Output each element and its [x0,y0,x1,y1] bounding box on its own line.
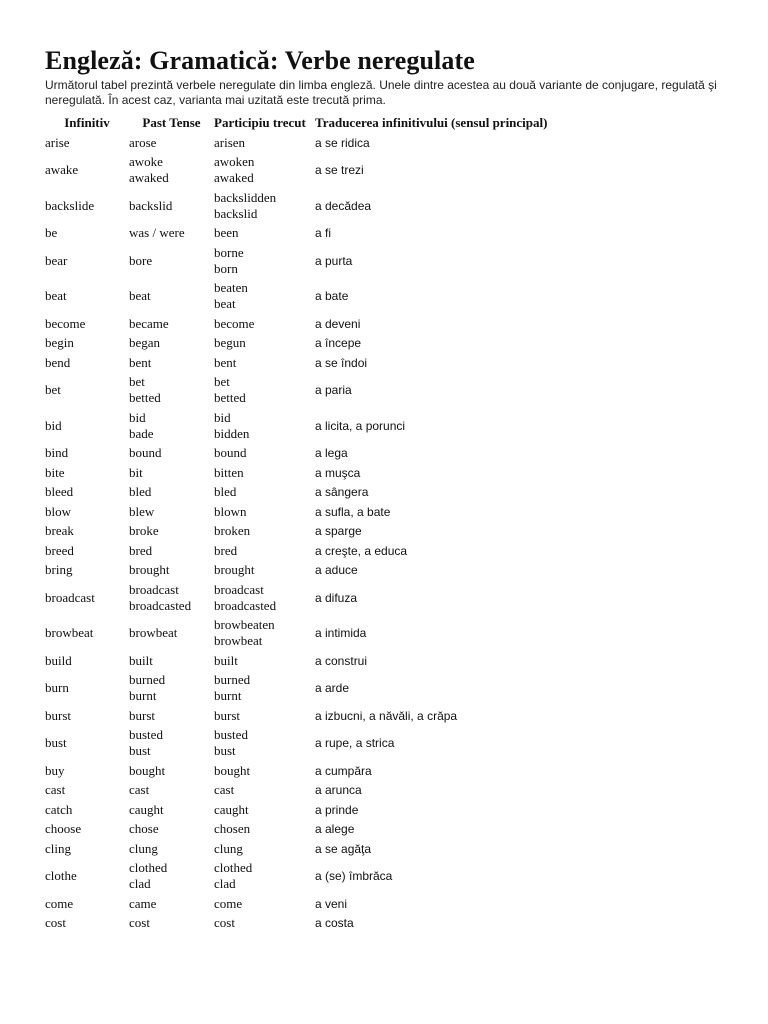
cell-traducerea: a purta [315,253,353,268]
cell-past-tense [129,761,214,781]
cell-traducerea: a licita, a porunci [315,418,406,433]
cell-infinitiv: bind [45,445,69,461]
table-row [45,408,547,444]
cell-infinitiv: blow [45,503,71,519]
cell-traducerea: a fi [315,226,332,241]
past-tense-form: came [129,895,157,911]
cell-infinitiv: choose [45,821,82,837]
cell-participiu-trecut [214,761,315,781]
cell-participiu-trecut [214,616,315,652]
cell-infinitiv: broadcast [45,589,95,605]
past-tense-form: became [129,315,169,331]
table-row [45,444,547,464]
participle-form: bet [214,374,230,390]
cell-traducerea: a veni [315,896,348,911]
past-tense-form: was / were [129,225,185,241]
table-body [45,133,547,933]
header-past-tense: Past Tense [142,114,201,130]
cell-infinitiv: build [45,652,72,668]
cell-participiu-trecut [214,561,315,581]
participle-form: cost [214,915,235,931]
cell-participiu-trecut [214,408,315,444]
cell-participiu-trecut [214,706,315,726]
table-row [45,800,547,820]
intro-paragraph: Următorul tabel prezintă verbele neregulate din limba engleză. Unele dintre acestea au două variante de conjugare, regulată şi neregulată. În acest caz, varianta mai uzitată este trecută prima. [45,78,717,107]
cell-traducerea: a aduce [315,563,358,578]
cell-participiu-trecut [214,894,315,914]
cell-infinitiv: bet [45,382,61,398]
cell-participiu-trecut [214,726,315,762]
participle-form: bust [214,743,236,759]
cell-infinitiv: catch [45,801,73,817]
cell-infinitiv: bend [45,354,71,370]
cell-traducerea: a paria [315,383,352,398]
cell-past-tense [129,133,214,153]
table-row [45,761,547,781]
past-tense-form: broadcasted [129,597,192,613]
table-row [45,894,547,914]
table-row [45,781,547,801]
past-tense-form: bust [129,743,151,759]
table-row [45,706,547,726]
cell-infinitiv: bust [45,735,67,751]
cell-traducerea: a sparge [315,524,362,539]
cell-past-tense [129,188,214,224]
table-row [45,859,547,895]
cell-infinitiv: backslide [45,197,95,213]
participle-form: born [214,260,238,276]
cell-past-tense [129,522,214,542]
cell-traducerea: a construi [315,653,368,668]
cell-past-tense [129,859,214,895]
cell-past-tense [129,820,214,840]
cell-infinitiv: bear [45,252,68,268]
cell-participiu-trecut [214,580,315,616]
participle-form: bid [214,409,231,425]
cell-infinitiv: arise [45,134,70,150]
cell-traducerea: a lega [315,446,348,461]
cell-past-tense [129,671,214,707]
cell-participiu-trecut [214,133,315,153]
cell-past-tense [129,243,214,279]
participle-form: beat [214,296,236,312]
past-tense-form: betted [129,390,161,406]
past-tense-form: clothed [129,860,168,876]
cell-participiu-trecut [214,522,315,542]
page-title: Engleză: Gramatică: Verbe neregulate [45,46,475,75]
past-tense-form: built [129,652,153,668]
cell-traducerea: a decădea [315,198,372,213]
cell-traducerea: a difuza [315,590,358,605]
cell-traducerea: a creşte, a educa [315,543,408,558]
cell-past-tense [129,373,214,409]
cell-participiu-trecut [214,279,315,315]
table-row [45,483,547,503]
cell-participiu-trecut [214,483,315,503]
cell-traducerea: a alege [315,822,355,837]
past-tense-form: broadcast [129,581,179,597]
cell-participiu-trecut [214,188,315,224]
participle-form: awaked [214,170,254,186]
cell-participiu-trecut [214,463,315,483]
participle-form: become [214,315,255,331]
cell-infinitiv: come [45,895,74,911]
cell-past-tense [129,800,214,820]
participle-form: clothed [214,860,253,876]
table-row [45,616,547,652]
past-tense-form: broke [129,523,159,539]
table-row [45,580,547,616]
cell-traducerea: a sângera [315,485,369,500]
participle-form: arisen [214,134,246,150]
past-tense-form: bought [129,762,166,778]
cell-participiu-trecut [214,671,315,707]
past-tense-form: bit [129,464,143,480]
cell-past-tense [129,314,214,334]
cell-traducerea: a intimida [315,626,367,641]
participle-form: backslidden [214,189,277,205]
cell-traducerea: a costa [315,916,354,931]
participle-form: borne [214,244,244,260]
cell-infinitiv: cost [45,915,66,931]
cell-infinitiv: bring [45,562,73,578]
cell-infinitiv: burst [45,707,71,723]
past-tense-form: caught [129,801,164,817]
cell-traducerea: a începe [315,336,362,351]
cell-participiu-trecut [214,859,315,895]
cell-past-tense [129,616,214,652]
past-tense-form: clung [129,840,158,856]
participle-form: begun [214,335,246,351]
cell-infinitiv: cling [45,840,71,856]
cell-participiu-trecut [214,800,315,820]
cell-traducerea: a muşca [315,465,361,480]
past-tense-form: burst [129,707,155,723]
cell-past-tense [129,334,214,354]
table-row [45,188,547,224]
participle-form: bidden [214,425,250,441]
cell-past-tense [129,894,214,914]
participle-form: bound [214,445,247,461]
cell-past-tense [129,726,214,762]
participle-form: built [214,652,238,668]
participle-form: broadcasted [214,597,277,613]
cell-infinitiv: buy [45,762,65,778]
participle-form: backslid [214,205,258,221]
past-tense-form: beat [129,288,151,304]
participle-form: been [214,225,239,241]
table-row [45,522,547,542]
table-row [45,279,547,315]
cell-past-tense [129,279,214,315]
cell-participiu-trecut [214,243,315,279]
past-tense-form: bred [129,542,153,558]
participle-form: blown [214,503,247,519]
cell-participiu-trecut [214,334,315,354]
table-row [45,373,547,409]
cell-past-tense [129,483,214,503]
cell-past-tense [129,224,214,244]
past-tense-form: arose [129,134,157,150]
cell-traducerea: a prinde [315,802,359,817]
cell-traducerea: a se îndoi [315,355,368,370]
past-tense-form: bent [129,354,152,370]
cell-participiu-trecut [214,314,315,334]
past-tense-form: brought [129,562,170,578]
cell-infinitiv: bleed [45,484,74,500]
cell-traducerea: a bate [315,289,349,304]
cell-past-tense [129,353,214,373]
participle-form: browbeaten [214,617,275,633]
table-row [45,502,547,522]
table-row [45,353,547,373]
cell-infinitiv: breed [45,542,74,558]
past-tense-form: cast [129,782,150,798]
cell-past-tense [129,839,214,859]
cell-past-tense [129,153,214,189]
cell-infinitiv: browbeat [45,625,94,641]
cell-traducerea: a arde [315,681,350,696]
cell-traducerea: a arunca [315,783,362,798]
past-tense-form: bid [129,409,146,425]
cell-participiu-trecut [214,914,315,934]
participle-form: burned [214,672,251,688]
cell-participiu-trecut [214,444,315,464]
past-tense-form: browbeat [129,625,178,641]
header-infinitiv: Infinitiv [64,114,110,130]
cell-participiu-trecut [214,502,315,522]
cell-traducerea: a rupe, a strica [315,736,395,751]
table-row [45,671,547,707]
past-tense-form: cost [129,915,150,931]
participle-form: chosen [214,821,251,837]
past-tense-form: busted [129,727,163,743]
cell-past-tense [129,444,214,464]
past-tense-form: burned [129,672,166,688]
table-row [45,314,547,334]
cell-infinitiv: burn [45,680,69,696]
table-row [45,839,547,859]
table-row [45,133,547,153]
participle-form: cast [214,782,235,798]
past-tense-form: burnt [129,688,157,704]
cell-participiu-trecut [214,820,315,840]
past-tense-form: awaked [129,170,169,186]
table-row [45,561,547,581]
participle-form: bled [214,484,237,500]
table-row [45,334,547,354]
cell-infinitiv: break [45,523,74,539]
table-row [45,153,547,189]
cell-participiu-trecut [214,224,315,244]
header-participiu-trecut: Participiu trecut [214,114,306,130]
cell-traducerea: a se agăţa [315,841,372,856]
table-row [45,224,547,244]
past-tense-form: clad [129,876,151,892]
cell-past-tense [129,502,214,522]
past-tense-form: bade [129,425,154,441]
participle-form: caught [214,801,249,817]
participle-form: clung [214,840,243,856]
participle-form: bred [214,542,238,558]
cell-past-tense [129,541,214,561]
table-row [45,651,547,671]
participle-form: clad [214,876,236,892]
cell-infinitiv: become [45,315,86,331]
cell-infinitiv: bid [45,417,62,433]
participle-form: bitten [214,464,244,480]
table-row [45,726,547,762]
cell-infinitiv: beat [45,288,67,304]
cell-participiu-trecut [214,153,315,189]
table-row [45,463,547,483]
participle-form: come [214,895,243,911]
cell-participiu-trecut [214,353,315,373]
irregular-verbs-table [45,112,547,933]
cell-participiu-trecut [214,781,315,801]
cell-infinitiv: bite [45,464,65,480]
header-traducerea: Traducerea infinitivului (sensul principal) [315,114,548,130]
cell-traducerea: a se trezi [315,163,364,178]
past-tense-form: backslid [129,197,173,213]
participle-form: bought [214,762,251,778]
table-header-row [45,112,547,133]
participle-form: bent [214,354,237,370]
table-row [45,820,547,840]
participle-form: brought [214,562,255,578]
table-row [45,541,547,561]
past-tense-form: bore [129,252,153,268]
cell-traducerea: a izbucni, a năvăli, a crăpa [315,708,458,723]
participle-form: burnt [214,688,242,704]
cell-past-tense [129,706,214,726]
cell-participiu-trecut [214,839,315,859]
cell-traducerea: a se ridica [315,135,370,150]
cell-traducerea: a deveni [315,316,361,331]
past-tense-form: bled [129,484,152,500]
participle-form: broken [214,523,251,539]
document-page [45,46,745,933]
past-tense-form: bet [129,374,145,390]
past-tense-form: began [129,335,161,351]
past-tense-form: chose [129,821,159,837]
cell-past-tense [129,408,214,444]
cell-past-tense [129,781,214,801]
cell-past-tense [129,651,214,671]
table-row [45,243,547,279]
past-tense-form: bound [129,445,162,461]
cell-traducerea: a (se) îmbrăca [315,869,393,884]
cell-infinitiv: clothe [45,868,77,884]
cell-participiu-trecut [214,651,315,671]
cell-participiu-trecut [214,541,315,561]
participle-form: broadcast [214,581,264,597]
participle-form: betted [214,390,246,406]
participle-form: awoken [214,154,255,170]
cell-infinitiv: awake [45,162,79,178]
past-tense-form: blew [129,503,155,519]
cell-infinitiv: be [45,225,58,241]
cell-past-tense [129,561,214,581]
cell-past-tense [129,580,214,616]
cell-infinitiv: begin [45,335,74,351]
participle-form: burst [214,707,240,723]
table-row [45,914,547,934]
participle-form: beaten [214,280,248,296]
participle-form: busted [214,727,248,743]
cell-past-tense [129,914,214,934]
cell-traducerea: a sufla, a bate [315,504,391,519]
cell-infinitiv: cast [45,782,66,798]
cell-participiu-trecut [214,373,315,409]
cell-past-tense [129,463,214,483]
past-tense-form: awoke [129,154,163,170]
cell-traducerea: a cumpăra [315,763,372,778]
participle-form: browbeat [214,633,263,649]
